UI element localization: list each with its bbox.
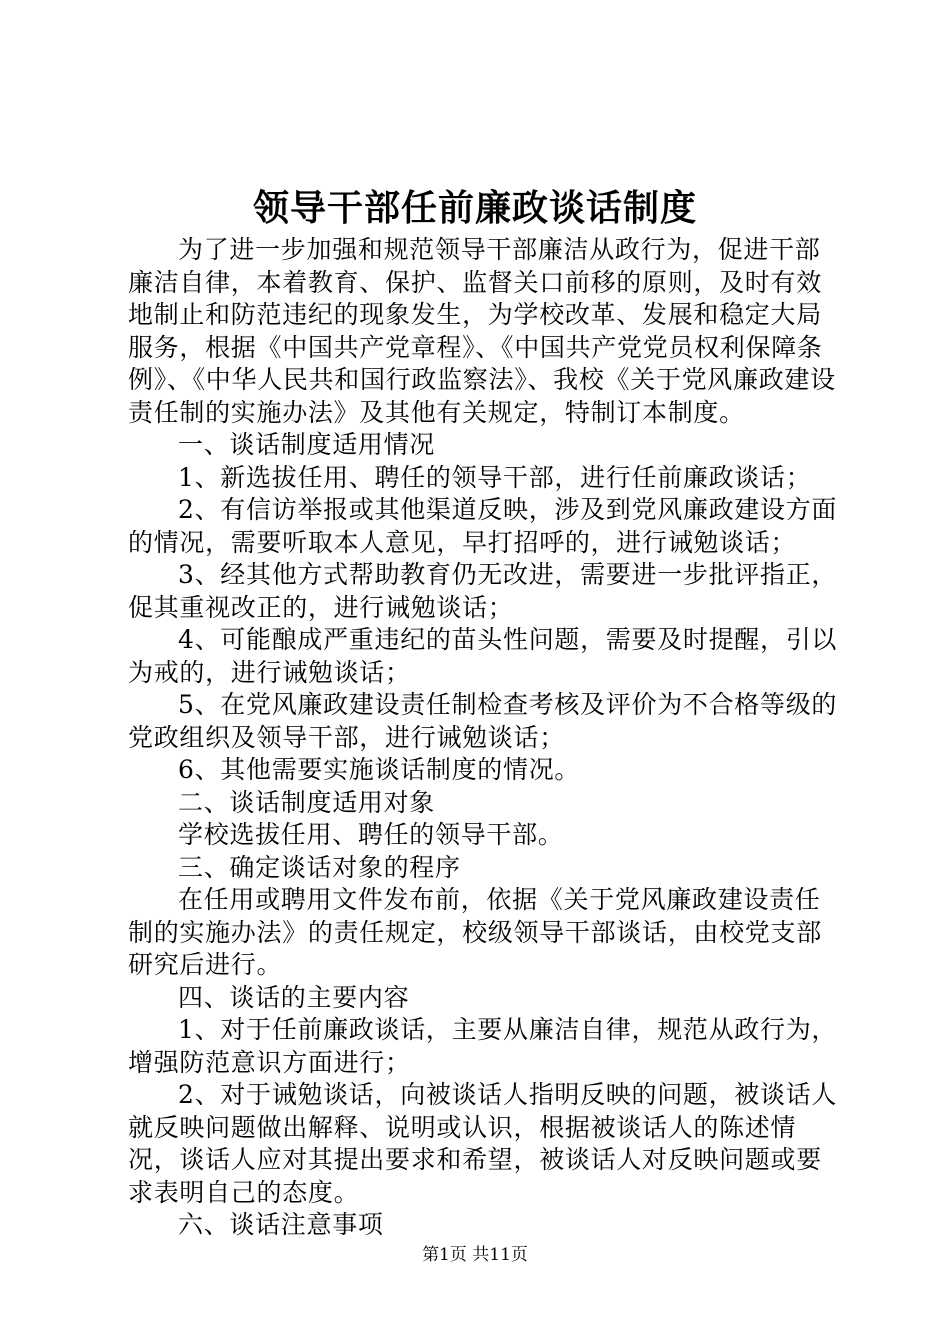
paragraph: 在任用或聘用文件发布前，依据《关于党风廉政建设责任制的实施办法》的责任规定，校级领导干部谈话，由校党支部研究后进行。 [128, 885, 822, 979]
paragraph-intro: 为了进一步加强和规范领导干部廉洁从政行为，促进干部廉洁自律，本着教育、保护、监督关口前移的原则，及时有效地制止和防范违纪的现象发生，为学校改革、发展和稳定大局服务，根据《中国共产党章程》、《中国共产党党员权利保障条例》、《中华人民共和国行政监察法》、我校《关于党风廉政建设责任制的实施办法》及其他有关规定，特制订本制度。 [128, 235, 836, 427]
list-item: 5、在党风廉政建设责任制检查考核及评价为不合格等级的党政组织及领导干部，进行诫勉谈话； [128, 690, 838, 752]
section-heading-6: 六、谈话注意事项 [178, 1210, 384, 1239]
paragraph: 学校选拔任用、聘任的领导干部。 [178, 820, 564, 849]
section-heading-3: 三、确定谈话对象的程序 [178, 852, 461, 882]
page-footer: 第1页 共11页 [422, 1245, 528, 1265]
list-item: 6、其他需要实施谈话制度的情况。 [178, 755, 581, 784]
document-body [128, 234, 838, 1242]
list-item: 3、经其他方式帮助教育仍无改进，需要进一步批评指正，促其重视改正的，进行诫勉谈话； [128, 560, 838, 622]
document-title: 领导干部任前廉政谈话制度 [252, 188, 697, 229]
list-item: 2、有信访举报或其他渠道反映，涉及到党风廉政建设方面的情况，需要听取本人意见，早打招呼的，进行诫勉谈话； [128, 495, 838, 557]
section-heading-2: 二、谈话制度适用对象 [178, 787, 436, 817]
section-heading-4: 四、谈话的主要内容 [178, 982, 410, 1012]
section-heading-1: 一、谈话制度适用情况 [178, 430, 436, 459]
list-item: 1、新选拔任用、聘任的领导干部，进行任前廉政谈话； [178, 462, 812, 492]
list-item: 2、对于诫勉谈话，向被谈话人指明反映的问题，被谈话人就反映问题做出解释、说明或认识，根据被谈话人的陈述情况，谈话人应对其提出要求和希望，被谈话人对反映问题或要求表明自己的态度。 [128, 1080, 838, 1207]
list-item: 4、可能酿成严重违纪的苗头性问题，需要及时提醒，引以为戒的，进行诫勉谈话； [128, 625, 838, 687]
list-item: 1、对于任前廉政谈话，主要从廉洁自律，规范从政行为，增强防范意识方面进行； [128, 1015, 838, 1077]
